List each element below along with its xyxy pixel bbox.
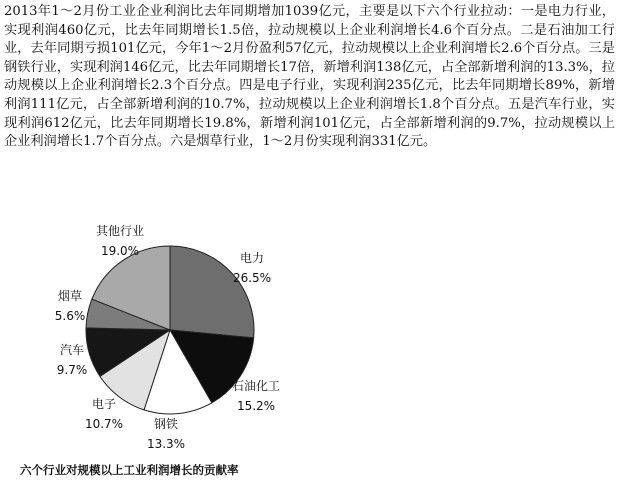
slice-value-label: 19.0%: [100, 244, 140, 258]
slice-label: 汽车: [59, 343, 85, 357]
slice-value-label: 13.3%: [146, 437, 186, 451]
pie-slices: [86, 246, 254, 414]
slice-value-label: 10.7%: [84, 417, 124, 431]
slice-label: 石油化工: [231, 379, 281, 393]
slice-label: 烟草: [57, 289, 83, 303]
chart-title: 六个行业对规模以上工业利润增长的贡献率: [20, 463, 239, 477]
slice-label: 电力: [239, 251, 265, 265]
slice-value-label: 5.6%: [54, 309, 86, 323]
slice-value-label: 15.2%: [236, 399, 276, 413]
slice-label: 其他行业: [95, 224, 145, 238]
slice-label: 钢铁: [153, 417, 179, 431]
slice-value-label: 9.7%: [56, 363, 88, 377]
intro-paragraph: 2013年1～2月份工业企业利润比去年同期增加1039亿元，主要是以下六个行业拉动：一是电力行业，实现利润460亿元，比去年同期增长1.5倍，拉动规模以上企业利润增长4.6个百分点。二是石油加工行业，去年同期亏损101亿元，今年1～2月份盈利57亿元，拉动规模以上企业利润增长2.6个百分点。三是钢铁行业，实现利润146亿元，比去年同期增长17倍，新增利润138亿元，占全部新增利润的13.3%，拉动规模以上企业利润增长2.3个百分点。四是电子行业，实现利润235亿元，比去年同期增长89%，新增利润111亿元，占全部新增利润的10.7%，拉动规模以上企业利润增长1.8个百分点。五是汽车行业，实现利润612亿元，比去年同期增长19.8%，新增利润101亿元，占全部新增利润的9.7%，拉动规模以上企业利润增长1.7个百分点。六是烟草行业，1～2月份实现利润331亿元。: [4, 4, 615, 150]
slice-value-label: 26.5%: [232, 271, 272, 285]
slice-label: 电子: [91, 397, 117, 411]
